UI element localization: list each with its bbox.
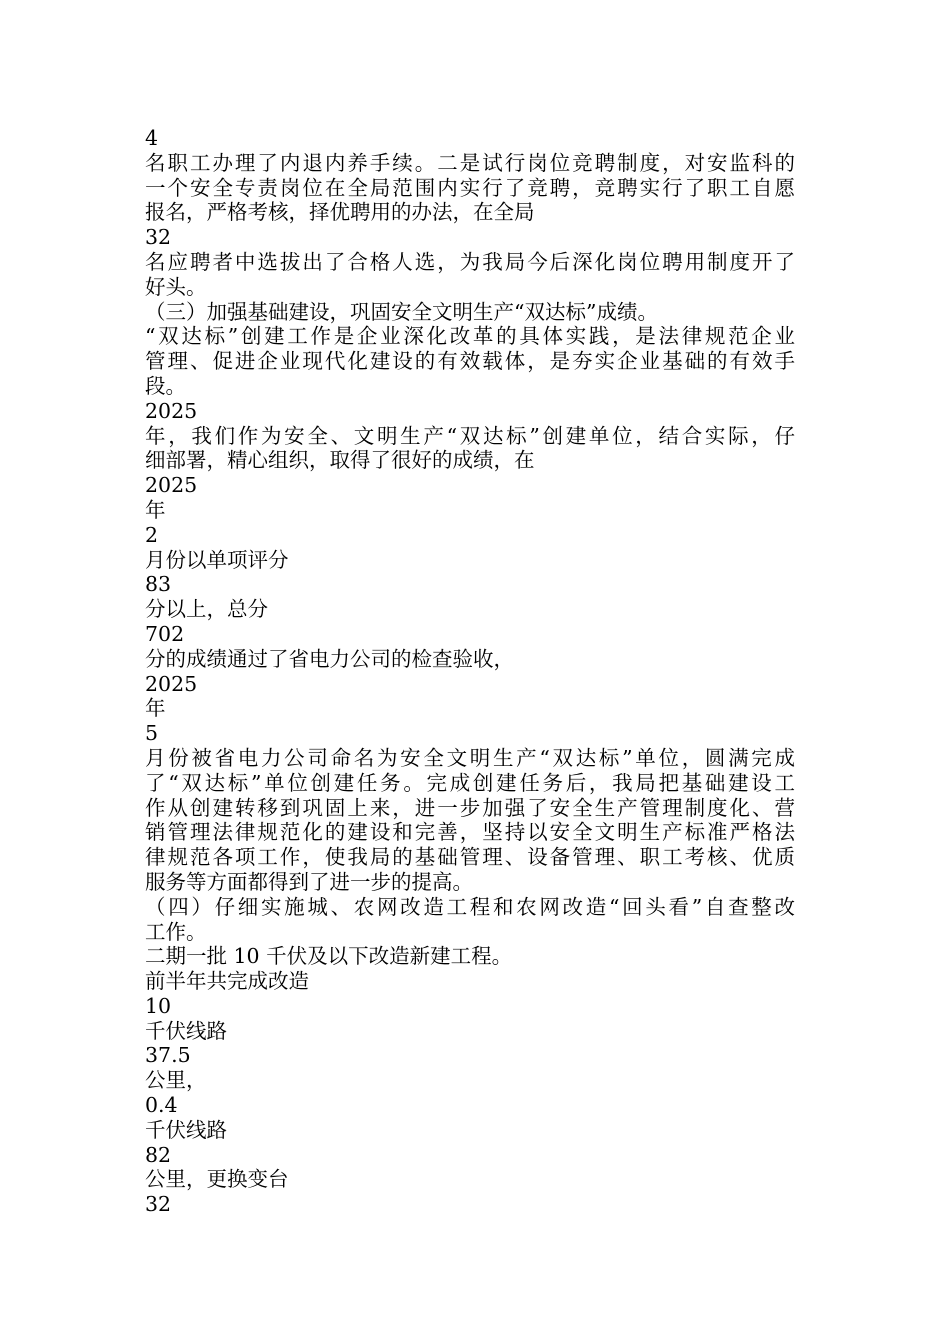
text-line: 2025 [145,398,198,423]
section-heading: （四）仔细实施城、农网改造工程和农网改造“回头看”自查整改 [145,894,795,919]
text-line: 管理、促进企业现代化建设的有效载体，是夯实企业基础的有效手 [145,349,795,374]
text-line: 好头。 [145,274,207,299]
text-line: 4 [145,126,159,150]
text-line: 分的成绩通过了省电力公司的检查验收， [145,646,514,671]
text-line: 年，我们作为安全、文明生产“双达标”创建单位，结合实际，仔 [145,423,795,448]
text-line: 2025 [145,473,198,498]
text-line: 702 [145,621,185,646]
text-line: 月份以单项评分 [145,547,289,572]
text-line: 82 [145,1142,172,1167]
text-line: 千伏线路 [145,1117,227,1142]
text-line: 32 [145,1192,172,1217]
text-line: 10 [145,993,172,1018]
text-line: 名应聘者中选拔出了合格人选，为我局今后深化岗位聘用制度开了 [145,249,795,274]
text-line: 律规范各项工作，使我局的基础管理、设备管理、职工考核、优质 [145,845,795,870]
text-line: 细部署，精心组织，取得了很好的成绩，在 [145,448,535,473]
text-line: 销管理法律规范化的建设和完善，坚持以安全文明生产标准严格法 [145,820,795,845]
text-line: 了“双达标”单位创建任务。完成创建任务后，我局把基础建设工 [145,770,795,795]
text-line: 月份被省电力公司命名为安全文明生产“双达标”单位，圆满完成 [145,745,795,770]
text-line: 0.4 [145,1093,178,1118]
text-line: 千伏线路 [145,1018,227,1043]
text-line: “双达标”创建工作是企业深化改革的具体实践，是法律规范企业 [145,324,795,349]
text-line: 2025 [145,671,198,696]
section-heading: 工作。 [145,919,207,944]
text-line: 年 [145,696,166,721]
text-line: 83 [145,572,172,597]
text-line: 年 [145,497,166,522]
text-line: 分以上，总分 [145,597,268,622]
text-line: 服务等方面都得到了进一步的提高。 [145,869,473,894]
text-line: 二期一批 10 千伏及以下改造新建工程。 [145,944,513,969]
section-heading: （三）加强基础建设，巩固安全文明生产“双达标”成绩。 [145,299,658,324]
text-line: 2 [145,522,159,547]
text-line: 作从创建转移到巩固上来，进一步加强了安全生产管理制度化、营 [145,795,795,820]
text-line: 一个安全专责岗位在全局范围内实行了竞聘，竞聘实行了职工自愿 [145,175,795,200]
text-line: 5 [145,721,159,746]
text-line: 报名，严格考核，择优聘用的办法，在全局 [145,200,535,225]
text-line: 公里，更换变台 [145,1167,289,1192]
text-line: 37.5 [145,1043,191,1068]
text-line: 段。 [145,373,186,398]
text-line: 32 [145,225,172,250]
text-line: 前半年共完成改造 [145,969,309,994]
text-line: 公里， [145,1068,207,1093]
text-line: 名职工办理了内退内养手续。二是试行岗位竞聘制度，对安监科的 [145,150,795,175]
document-body [145,126,795,1217]
